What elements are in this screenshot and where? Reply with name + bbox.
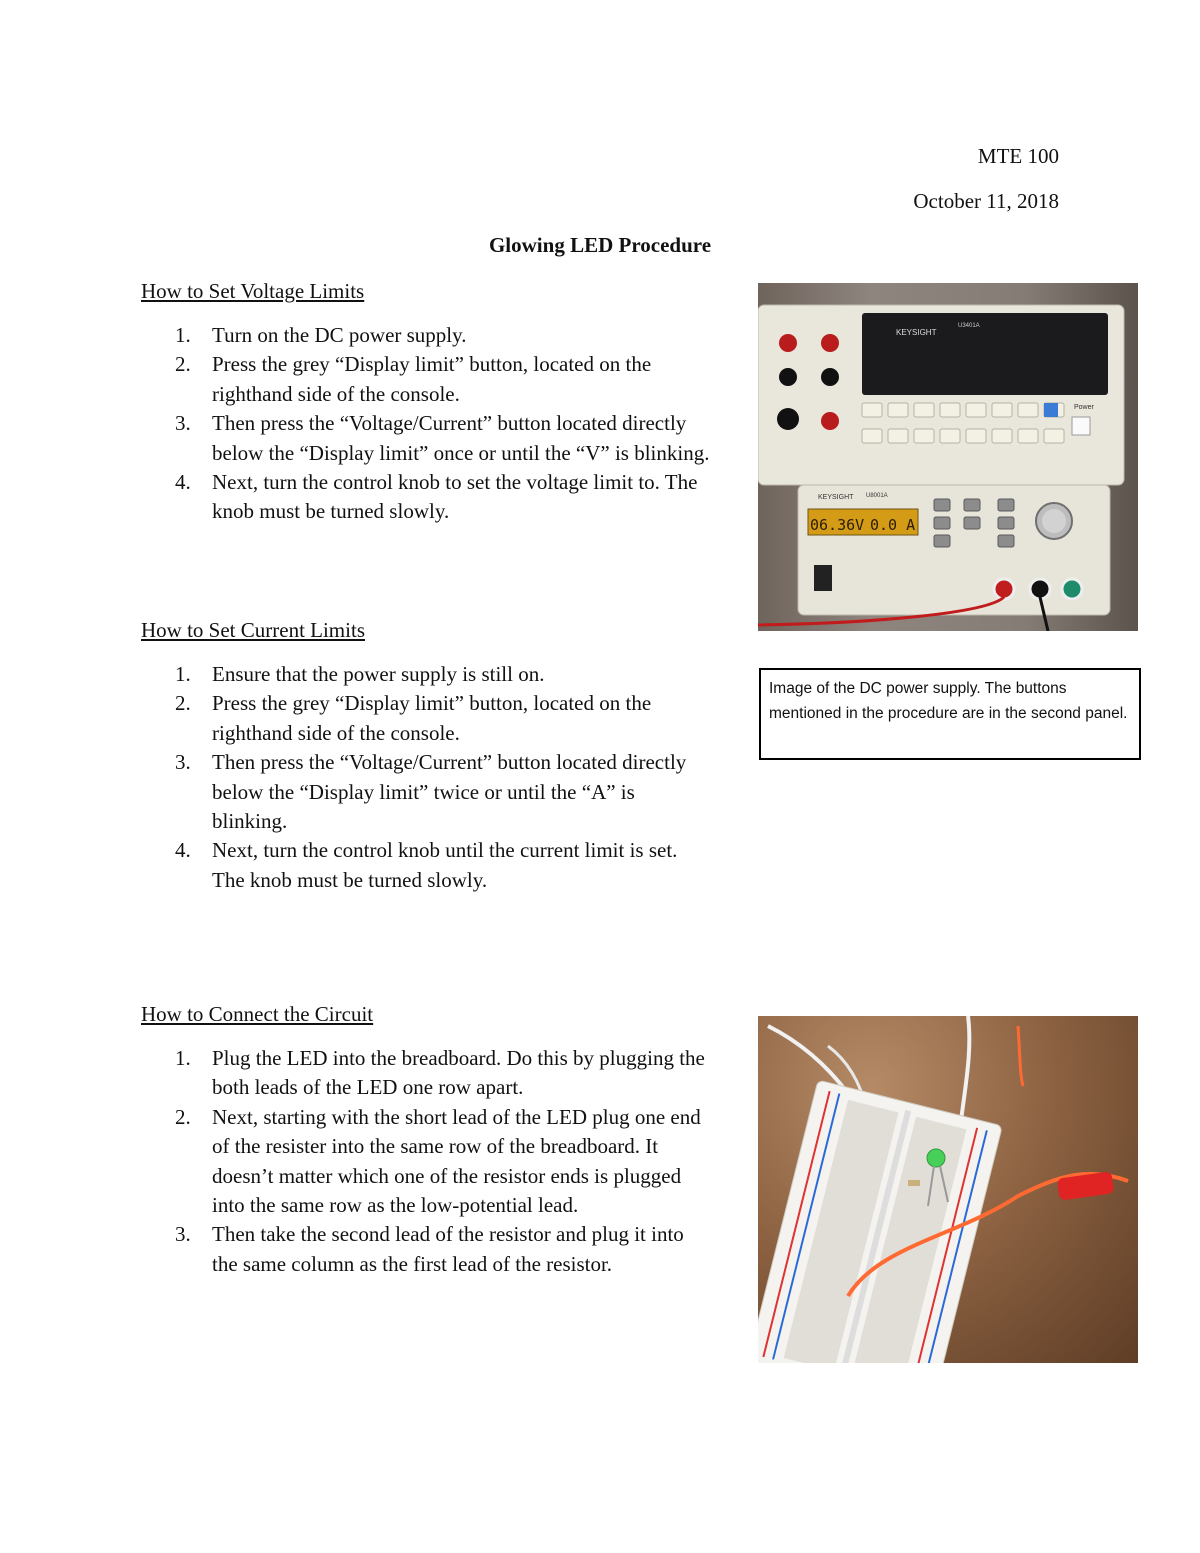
step-text: Press the grey “Display limit” button, located on the righthand side of the console.: [212, 691, 652, 745]
step-text: Next, turn the control knob to set the voltage limit to. The knob must be turned slowly.: [212, 470, 698, 524]
step-item: 1. Turn on the DC power supply.: [175, 323, 467, 347]
step-item: 3. Then press the “Voltage/Current” button located directly below the “Display limit” twice or until the “A” is blinking.: [175, 750, 687, 834]
led-green: [927, 1149, 945, 1167]
step-item: 4. Next, turn the control knob until the current limit is set. The knob must be turned slowly.: [175, 838, 678, 892]
supply-model: U8001A: [866, 493, 888, 499]
output-terminal-black: [1030, 579, 1050, 599]
step-text: Next, turn the control knob until the current limit is set. The knob must be turned slowly.: [212, 838, 678, 892]
output-terminal-green: [1062, 579, 1082, 599]
power-switch: [1072, 417, 1090, 435]
multimeter-brand: KEYSIGHT: [896, 328, 937, 337]
terminal-black: [779, 368, 797, 386]
section-connect-circuit: [141, 1001, 711, 1279]
lcd-voltage: 06.36V: [810, 516, 865, 534]
step-item: 3. Then press the “Voltage/Current” button located directly below the “Display limit” once or until the “V” is blinking.: [175, 411, 710, 465]
document-title: Glowing LED Procedure: [488, 233, 712, 257]
steps-list: [141, 660, 711, 895]
section-current-limits: [141, 617, 711, 895]
blue-button: [1044, 403, 1058, 417]
photo-caption: Image of the DC power supply. The buttons mentioned in the procedure are in the second panel.: [759, 668, 1141, 760]
step-text: Then take the second lead of the resistor and plug it into the same column as the first lead of the resistor.: [212, 1222, 684, 1276]
orange-wire: [1018, 1026, 1023, 1086]
step-text: Then press the “Voltage/Current” button located directly below the “Display limit” once or until the “V” is blinking.: [212, 411, 710, 465]
terminal-red: [779, 334, 797, 352]
step-text: Next, starting with the short lead of the LED plug one end of the resister into the same row of the breadboard. It doesn’t matter which one of the resistor ends is plugged into the same row as the low-potential lead.: [212, 1104, 701, 1218]
multimeter-model: U3401A: [958, 323, 980, 329]
step-item: 2. Press the grey “Display limit” button, located on the righthand side of the console.: [175, 691, 652, 745]
power-rocker: [814, 565, 832, 591]
steps-list: [141, 1044, 711, 1279]
resistor: [908, 1180, 920, 1186]
section-heading: How to Set Voltage Limits: [141, 279, 365, 303]
step-item: 2. Next, starting with the short lead of the LED plug one end of the resister into the same row of the breadboard. It doesn’t matter which one of the resistor ends is plugged into the same row as the low-potential lead.: [175, 1104, 701, 1218]
terminal-red: [821, 412, 839, 430]
step-text: Ensure that the power supply is still on.: [212, 662, 545, 686]
header-course: MTE 100: [977, 144, 1059, 168]
step-item: 1. Ensure that the power supply is still on.: [175, 662, 545, 686]
step-text: Then press the “Voltage/Current” button located directly below the “Display limit” twice or until the “A” is blinking.: [212, 750, 687, 834]
step-text: Press the grey “Display limit” button, located on the righthand side of the console.: [212, 352, 652, 406]
power-label: Power: [1074, 404, 1094, 411]
step-item: 4. Next, turn the control knob to set the voltage limit to. The knob must be turned slowly.: [175, 470, 698, 524]
multimeter-display: [862, 313, 1108, 395]
section-voltage-limits: [141, 278, 711, 527]
supply-brand: KEYSIGHT: [818, 494, 854, 501]
step-item: 1. Plug the LED into the breadboard. Do this by plugging the both leads of the LED one row apart.: [175, 1046, 705, 1100]
section-heading: How to Set Current Limits: [141, 618, 365, 642]
terminal-black: [777, 408, 799, 430]
step-item: 3. Then take the second lead of the resistor and plug it into the same column as the first lead of the resistor.: [175, 1222, 684, 1276]
lcd-current: 0.0 A: [870, 516, 916, 534]
terminal-red: [821, 334, 839, 352]
steps-list: [141, 321, 711, 527]
section-heading: How to Connect the Circuit: [141, 1002, 374, 1026]
step-text: Plug the LED into the breadboard. Do this by plugging the both leads of the LED one row apart.: [212, 1046, 705, 1100]
breadboard-photo: [758, 1016, 1138, 1363]
step-text: Turn on the DC power supply.: [212, 323, 467, 347]
output-terminal-red: [994, 579, 1014, 599]
header-date: October 11, 2018: [913, 189, 1059, 213]
power-supply-photo: [758, 283, 1138, 631]
terminal-black: [821, 368, 839, 386]
step-item: 2. Press the grey “Display limit” button, located on the righthand side of the console.: [175, 352, 652, 406]
